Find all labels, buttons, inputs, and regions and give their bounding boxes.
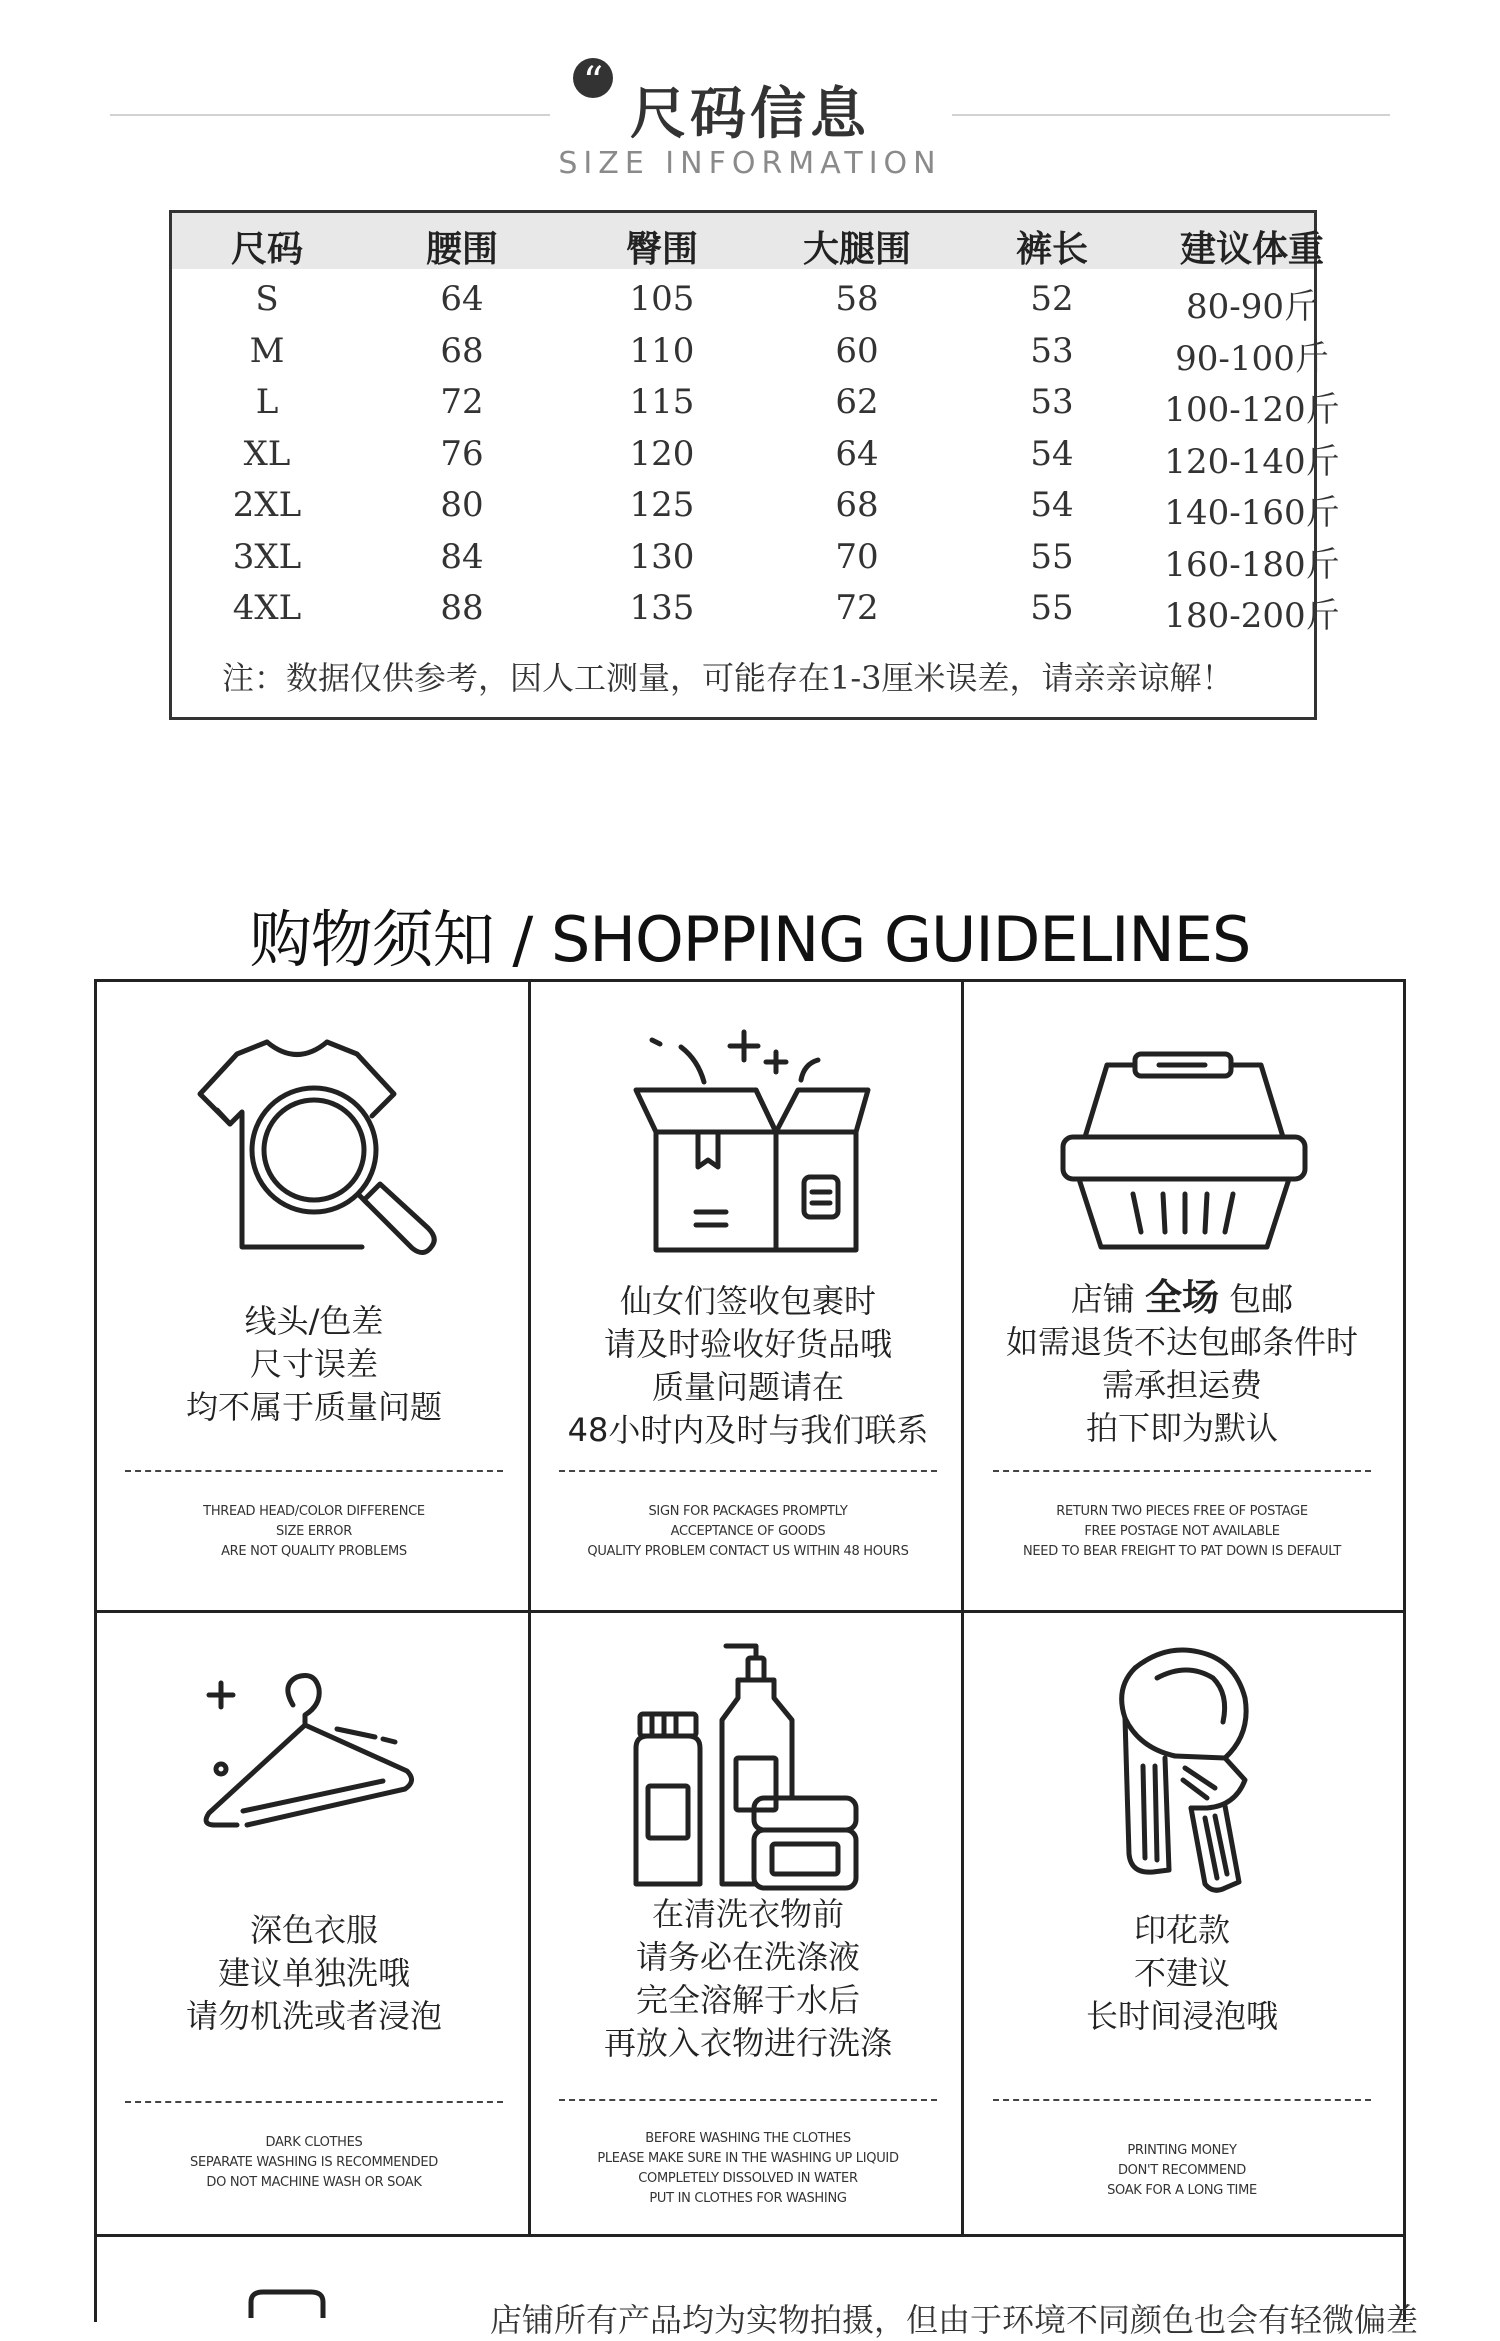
- guideline-card: [531, 1613, 965, 2234]
- open-box-icon: [626, 1022, 876, 1262]
- table-cell: 100-120斤: [1164, 390, 1340, 430]
- table-cell: 55: [1030, 588, 1074, 628]
- guideline-en-text: DARK CLOTHES SEPARATE WASHING IS RECOMMENDED DO NOT MACHINE WASH OR SOAK: [190, 2135, 438, 2190]
- table-cell: 80-90斤: [1185, 287, 1318, 327]
- table-cell: 90-100斤: [1175, 338, 1329, 379]
- dashed-divider: [993, 2099, 1371, 2101]
- table-cell: 62: [835, 382, 879, 422]
- table-header-cell: 建议体重: [1179, 229, 1324, 270]
- table-cell: 130: [629, 536, 695, 577]
- table-cell: 120: [629, 433, 695, 474]
- bottom-note-partial: 店铺所有产品均为实物拍摄，但由于环境不同颜色也会有轻微偏差: [490, 2301, 1419, 2339]
- table-cell: 125: [629, 485, 695, 525]
- table-cell: 72: [440, 382, 484, 422]
- dashed-divider: [125, 1470, 503, 1472]
- grid-divider: [97, 2234, 1403, 2237]
- table-cell: 53: [1030, 330, 1074, 371]
- guideline-cn-text: 深色衣服 建议单独洗哦 请勿机洗或者浸泡: [185, 1911, 442, 2035]
- table-header-cell: 臀围: [625, 229, 698, 270]
- table-cell: 115: [629, 382, 695, 422]
- table-cell: 68: [440, 330, 484, 371]
- table-cell: 54: [1030, 485, 1074, 525]
- table-cell: S: [255, 279, 279, 319]
- dashed-divider: [559, 2099, 937, 2101]
- guideline-card: [97, 1613, 531, 2234]
- guideline-card: [965, 982, 1399, 1610]
- dashed-divider: [125, 2101, 503, 2103]
- table-cell: 120-140斤: [1164, 441, 1340, 482]
- table-cell: 88: [440, 588, 484, 628]
- table-cell: 52: [1030, 279, 1074, 319]
- table-cell: 64: [835, 433, 879, 474]
- guideline-cn-text: 线头/色差 尺寸误差 均不属于质量问题: [185, 1302, 442, 1426]
- table-cell: 105: [629, 279, 695, 319]
- guideline-en-text: BEFORE WASHING THE CLOTHES PLEASE MAKE SURE IN THE WASHING UP LIQUID COMPLETELY DISSOLVED IN WATER PUT IN CLOTHES FOR WASHING: [597, 2131, 899, 2206]
- hanger-icon: [197, 1663, 437, 1863]
- size-table: [169, 210, 1340, 720]
- guideline-en-text: SIGN FOR PACKAGES PROMPTLY ACCEPTANCE OF GOODS QUALITY PROBLEM CONTACT US WITHIN 48 HOURS: [587, 1504, 909, 1559]
- quote-icon: “: [573, 58, 613, 98]
- guideline-cn-text: 店铺 全场 包邮 如需退货不达包邮条件时 需承担运费 拍下即为默认: [1005, 1276, 1358, 1447]
- table-cell: M: [249, 330, 285, 371]
- guideline-en-text: THREAD HEAD/COLOR DIFFERENCE SIZE ERROR ARE NOT QUALITY PROBLEMS: [203, 1504, 425, 1559]
- table-cell: 68: [835, 485, 879, 525]
- table-header-cell: 裤长: [1015, 229, 1088, 270]
- guideline-cn-text: 在清洗衣物前 请务必在洗涤液 完全溶解于水后 再放入衣物进行洗涤: [603, 1895, 892, 2062]
- table-cell: 110: [629, 330, 695, 371]
- scarf-icon: [1095, 1638, 1275, 1898]
- table-header-cell: 大腿围: [802, 229, 911, 270]
- table-cell: 80: [440, 485, 484, 525]
- table-cell: 140-160斤: [1164, 493, 1340, 533]
- table-cell: 2XL: [232, 485, 302, 525]
- table-cell: 60: [835, 330, 879, 371]
- guideline-cn-text: 印花款 不建议 长时间浸泡哦: [1085, 1911, 1278, 2035]
- table-cell: 84: [440, 536, 484, 577]
- table-cell: 135: [629, 588, 695, 628]
- table-cell: XL: [243, 433, 291, 474]
- guideline-card: [97, 982, 531, 1610]
- table-cell: 4XL: [232, 588, 302, 628]
- table-header-cell: 腰围: [425, 229, 498, 270]
- table-cell: 180-200斤: [1164, 596, 1340, 636]
- table-cell: 160-180斤: [1164, 544, 1340, 585]
- dashed-divider: [559, 1470, 937, 1472]
- table-cell: 58: [835, 279, 879, 319]
- table-header-cell: 尺码: [230, 229, 303, 270]
- table-cell: 3XL: [232, 536, 302, 577]
- size-note: 注：数据仅供参考，因人工测量，可能存在1-3厘米误差，请亲亲谅解！: [222, 659, 1234, 697]
- table-cell: L: [255, 382, 279, 422]
- guideline-card: [531, 982, 965, 1610]
- camera-icon: [247, 2278, 327, 2318]
- table-cell: 76: [440, 433, 484, 474]
- guidelines-grid: [94, 979, 1406, 2322]
- guideline-en-text: RETURN TWO PIECES FREE OF POSTAGE FREE POSTAGE NOT AVAILABLE NEED TO BEAR FREIGHT TO PAT DOWN IS DEFAULT: [1022, 1504, 1342, 1559]
- detergent-bottles-icon: [626, 1638, 876, 1898]
- table-cell: 64: [440, 279, 484, 319]
- section-title: 尺码信息: [630, 82, 870, 147]
- guideline-card: [965, 1613, 1399, 2234]
- table-cell: 55: [1030, 536, 1074, 577]
- table-cell: 54: [1030, 433, 1074, 474]
- dashed-divider: [993, 1470, 1371, 1472]
- table-cell: 53: [1030, 382, 1074, 422]
- table-cell: 72: [835, 588, 879, 628]
- table-cell: 70: [835, 536, 879, 577]
- tshirt-magnifier-icon: [192, 1032, 442, 1262]
- guideline-cn-text: 仙女们签收包裹时 请及时验收好货品哦 质量问题请在 48小时内及时与我们联系: [567, 1282, 929, 1449]
- guideline-en-text: PRINTING MONEY DON'T RECOMMEND SOAK FOR A LONG TIME: [1107, 2143, 1257, 2198]
- shopping-basket-icon: [1055, 1042, 1315, 1262]
- section-subtitle: SIZE INFORMATION: [558, 146, 942, 181]
- guidelines-title: 购物须知 / SHOPPING GUIDELINES: [249, 903, 1251, 976]
